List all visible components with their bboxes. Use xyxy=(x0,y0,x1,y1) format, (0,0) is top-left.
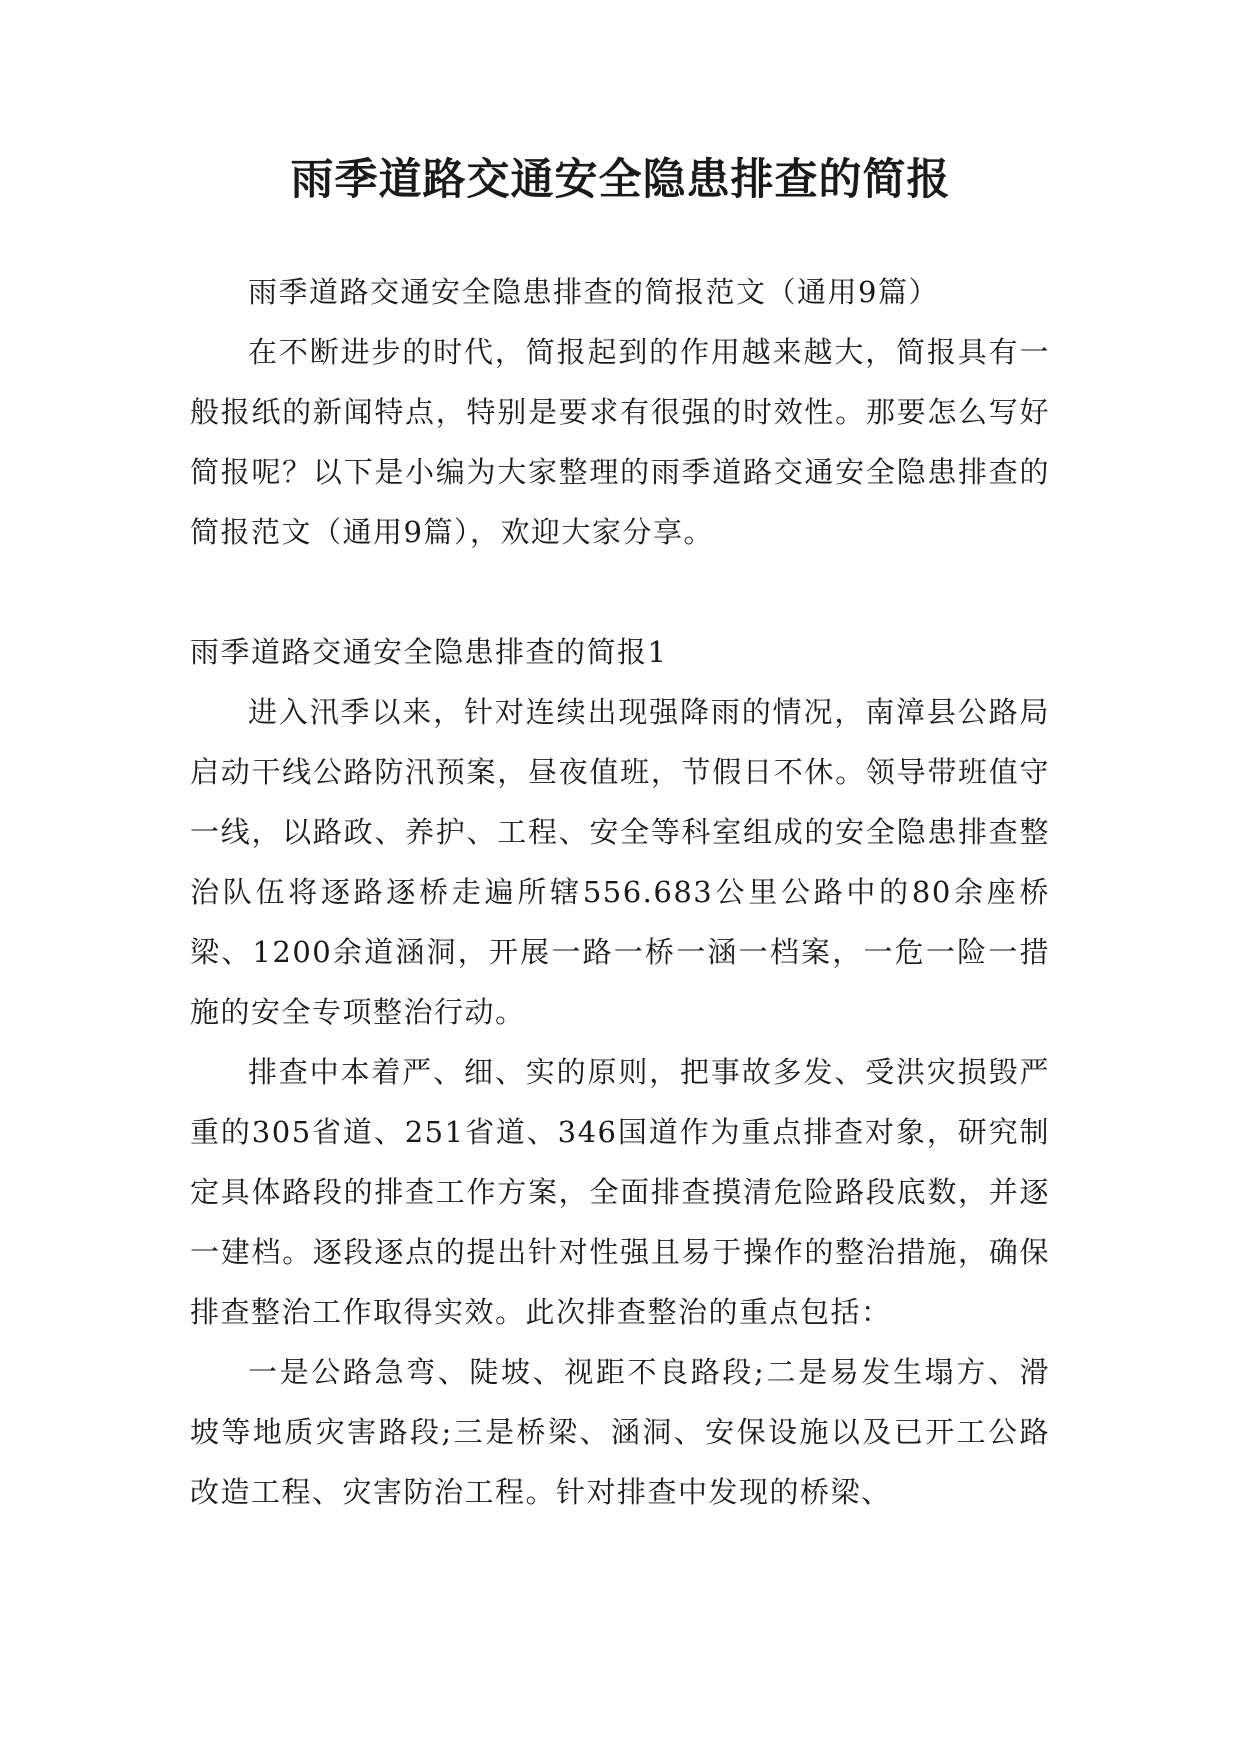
document-title: 雨季道路交通安全隐患排查的简报 xyxy=(290,155,951,205)
section-heading: 雨季道路交通安全隐患排查的简报1 xyxy=(190,635,668,669)
body-paragraph: 一是公路急弯、陡坡、视距不良路段;二是易发生塌方、滑坡等地质灾害路段;三是桥梁、涵洞、安保设施以及已开工公路改造工程、灾害防治工程。针对排查中发现的桥梁、 xyxy=(190,1355,1050,1509)
paragraph-spacer xyxy=(190,562,1050,622)
intro-paragraph: 在不断进步的时代，简报起到的作用越来越大，简报具有一般报纸的新闻特点，特别是要求有很强的时效性。那要怎么写好简报呢？以下是小编为大家整理的雨季道路交通安全隐患排查的简报范文（通用9篇），欢迎大家分享。 xyxy=(190,335,1050,549)
intro-title: 雨季道路交通安全隐患排查的简报范文（通用9篇） xyxy=(248,275,939,309)
body-paragraph: 排查中本着严、细、实的原则，把事故多发、受洪灾损毁严重的305省道、251省道、346国道作为重点排查对象，研究制定具体路段的排查工作方案，全面排查摸清危险路段底数，并逐一建档。逐段逐点的提出针对性强且易于操作的整治措施，确保排查整治工作取得实效。此次排查整治的重点包括： xyxy=(190,1055,1050,1329)
body-paragraph: 进入汛季以来，针对连续出现强降雨的情况，南漳县公路局启动干线公路防汛预案，昼夜值班，节假日不休。领导带班值守一线，以路政、养护、工程、安全等科室组成的安全隐患排查整治队伍将逐路逐桥走遍所辖556.683公里公路中的80余座桥梁、1200余道涵洞，开展一路一桥一涵一档案，一危一险一措施的安全专项整治行动。 xyxy=(190,695,1050,1029)
document-body xyxy=(190,262,1050,1522)
